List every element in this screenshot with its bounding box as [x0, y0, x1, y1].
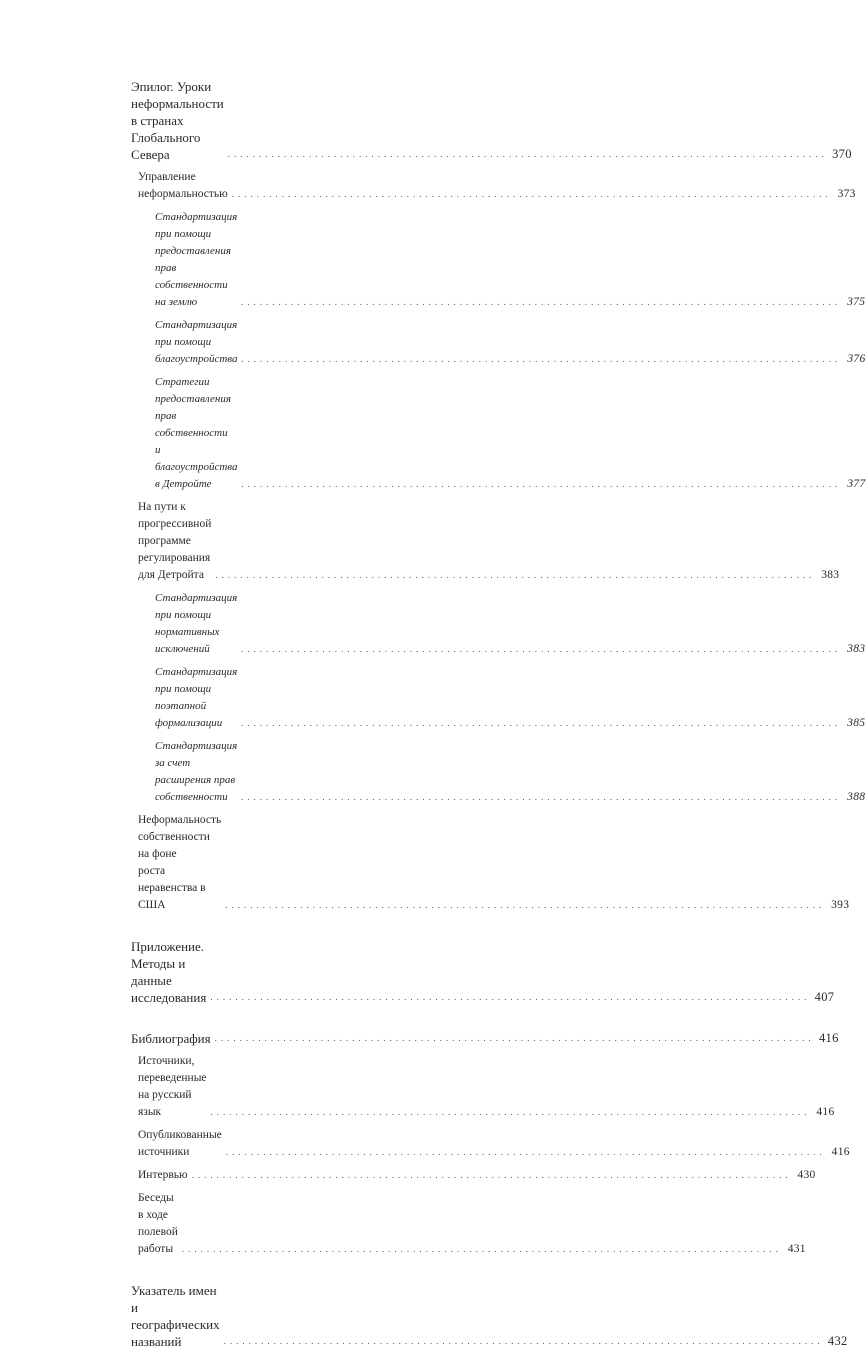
- toc-entry-index: [131, 1282, 848, 1350]
- toc-entry-title: [155, 664, 237, 732]
- dot-leader: ................................................................................................: [241, 354, 842, 364]
- toc-page-number: 383: [847, 643, 866, 655]
- toc-entry-line: Источники, переведенные на русский язык: [138, 1055, 207, 1118]
- dot-leader: ................................................................................................: [210, 1107, 811, 1117]
- dot-leader: ................................................................................................: [241, 644, 842, 654]
- toc-entry-title: [155, 374, 238, 493]
- toc-page-number: 383: [821, 569, 840, 581]
- toc-entry-line: Опубликованные источники: [138, 1129, 222, 1158]
- dot-leader: ................................................................................................: [227, 149, 828, 159]
- dot-leader: ................................................................................................: [241, 297, 842, 307]
- toc-entry-translated-sources: [138, 1053, 835, 1121]
- toc-page-number: 388: [847, 791, 866, 803]
- dot-leader: ................................................................................................: [241, 718, 842, 728]
- toc-entry-interviews: [138, 1167, 816, 1184]
- toc-entry-line: Стандартизация при помощи благоустройства: [155, 319, 238, 365]
- toc-entry-line: На пути к прогрессивной программе: [138, 501, 212, 547]
- dot-leader: ................................................................................................: [191, 1170, 792, 1180]
- toc-entry-line: роста неравенства в США: [138, 865, 206, 911]
- toc-entry-inequality: [138, 812, 850, 914]
- toc-page-number: 376: [847, 353, 866, 365]
- toc-entry-line: Стандартизация за счет расширения прав собственности: [155, 740, 238, 803]
- dot-leader: ................................................................................................: [223, 1336, 824, 1346]
- toc-page-number: 431: [787, 1243, 806, 1255]
- toc-entry-line: Беседы в ходе полевой работы: [138, 1192, 178, 1255]
- toc-entry-title: [138, 812, 221, 914]
- toc-entry-line: Приложение. Методы и данные исследования: [131, 939, 207, 1005]
- toc-entry-detroit-strategies: [155, 374, 866, 493]
- toc-entry-epilogue: [131, 78, 852, 163]
- toc-page-number: 373: [837, 188, 856, 200]
- toc-entry-line: в странах Глобального Севера: [131, 113, 201, 162]
- dot-leader: ................................................................................................: [210, 992, 811, 1002]
- toc-entry-line: Стандартизация при помощи предоставления: [155, 211, 238, 257]
- toc-page-number: 432: [827, 1334, 848, 1348]
- toc-entry-regulatory-exceptions: [155, 590, 866, 658]
- toc-entry-title: [138, 499, 211, 584]
- toc-page-number: 375: [847, 296, 866, 308]
- toc-entry-title: [131, 1030, 211, 1047]
- toc-entry-appendix: [131, 938, 835, 1006]
- dot-leader: ................................................................................................: [225, 900, 826, 910]
- toc-entry-line: Интервью: [138, 1169, 188, 1181]
- toc-entry-bibliography: [131, 1030, 839, 1047]
- toc-entry-managing-informality: [138, 169, 856, 203]
- toc-entry-line: Неформальность собственности на фоне: [138, 814, 222, 860]
- dot-leader: ................................................................................................: [241, 479, 842, 489]
- toc-page-number: 393: [831, 899, 850, 911]
- toc-entry-land-rights: [155, 209, 866, 311]
- toc-entry-field-conversations: [138, 1190, 806, 1258]
- toc-entry-progressive-program: [138, 499, 840, 584]
- toc-entry-title: [131, 1282, 220, 1350]
- dot-leader: ................................................................................................: [231, 189, 832, 199]
- toc-entry-line: Библиография: [131, 1031, 211, 1046]
- toc-entry-expanding-rights: [155, 738, 866, 806]
- dot-leader: ................................................................................................: [181, 1244, 782, 1254]
- toc-entry-title: [138, 169, 228, 203]
- toc-entry-line: Указатель имен и географических названий: [131, 1283, 220, 1349]
- toc-entry-line: Стратегии предоставления прав собственности: [155, 376, 231, 439]
- toc-page-number: 377: [847, 478, 866, 490]
- toc-entry-improvement: [155, 317, 866, 368]
- toc-entry-title: [138, 1053, 207, 1121]
- toc-entry-published-sources: [138, 1127, 850, 1161]
- toc-entry-title: [138, 1167, 188, 1184]
- toc-page-number: 416: [818, 1031, 839, 1045]
- toc-entry-title: [131, 78, 224, 163]
- toc-entry-line: и благоустройства в Детройте: [155, 444, 238, 490]
- toc-entry-title: [138, 1190, 178, 1258]
- toc-page-number: 407: [814, 990, 835, 1004]
- dot-leader: ................................................................................................: [215, 570, 816, 580]
- dot-leader: ................................................................................................: [241, 792, 842, 802]
- toc-entry-title: [131, 938, 206, 1006]
- toc-entry-title: [155, 209, 237, 311]
- toc-page-number: 416: [816, 1106, 835, 1118]
- toc-page-number: 416: [831, 1146, 850, 1158]
- toc-entry-gradual-formalization: [155, 664, 866, 732]
- toc-entry-line: Стандартизация при помощи поэтапной формализации: [155, 666, 238, 729]
- table-of-contents: [131, 78, 866, 1350]
- toc-entry-title: [155, 317, 238, 368]
- toc-entry-title: [138, 1127, 222, 1161]
- toc-entry-title: [155, 590, 237, 658]
- toc-page-number: 370: [832, 147, 852, 161]
- toc-entry-line: регулирования для Детройта: [138, 552, 211, 581]
- toc-page-number: 430: [797, 1169, 816, 1181]
- toc-entry-line: Стандартизация при помощи нормативных исключений: [155, 592, 238, 655]
- dot-leader: ................................................................................................: [214, 1033, 815, 1043]
- dot-leader: ................................................................................................: [225, 1147, 826, 1157]
- toc-entry-title: [155, 738, 237, 806]
- toc-entry-line: Эпилог. Уроки неформальности: [131, 79, 224, 111]
- toc-page-number: 385: [847, 717, 866, 729]
- toc-entry-line: Управление неформальностью: [138, 171, 228, 200]
- toc-entry-line: прав собственности на землю: [155, 262, 228, 308]
